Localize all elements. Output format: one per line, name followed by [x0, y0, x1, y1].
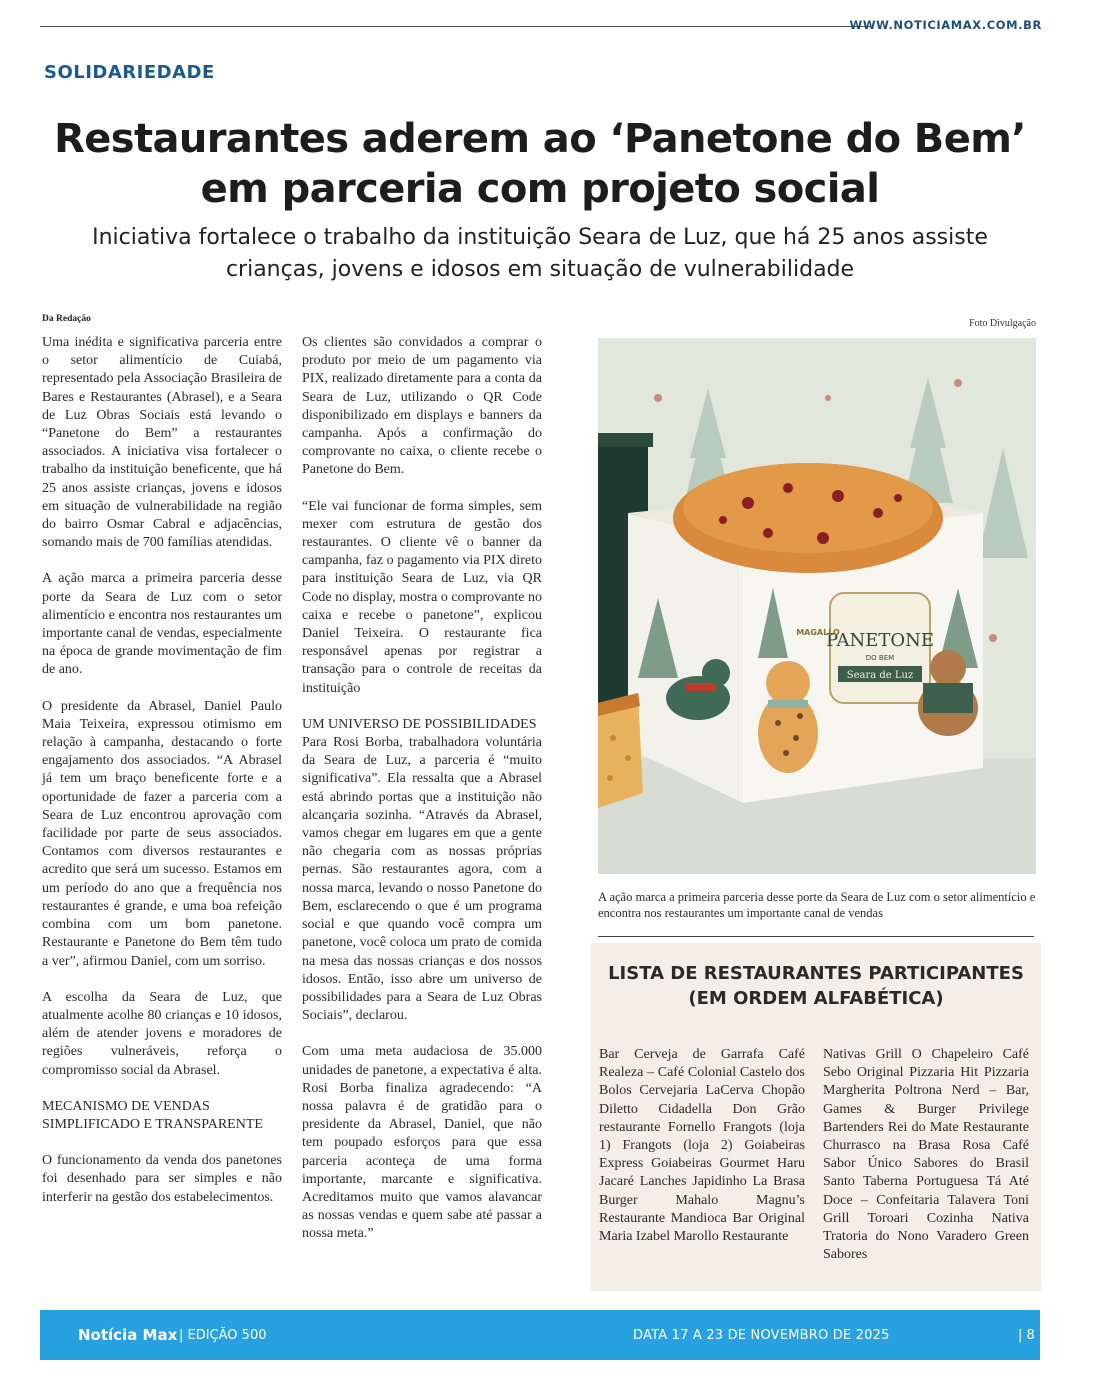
paragraph: Para Rosi Borba, trabalhadora voluntária da Seara de Luz, a parceria é “muito significativa”. Ela ressalta que a Abrasel está abrindo portas que a instituição não alcançaria sozinha. “Através da Abrasel, vamos chegar em lugares em que a gente não chegaria com as nossas próprias pernas. São restaurantes agora, com a nossa marca, levando o nosso Panetone do Bem, esclarecendo o que é um programa social e que quando você compra um panetone, você coloca um prato de comida na mesa das nossas crianças e dos nossos idosos. Então, isso abre um universo de possibilidades para a Seara de Luz Obras Sociais”, declarou. — [302, 735, 542, 1024]
footer-edition: | EDIÇÃO 500 — [179, 1328, 267, 1343]
site-url[interactable]: WWW.NOTICIAMAX.COM.BR — [849, 18, 1042, 32]
paragraph: “Ele vai funcionar de forma simples, sem mexer com estrutura de gestão dos restaurantes. O cliente vê o banner da campanha, faz o pagamento via PIX direto para instituição Seara de Luz, via QR Code no display, mostra o comprovante no caixa e recebe o panetone”, explicou Daniel Teixeira. O restaurante fica responsável apenas por registrar a transação para o controle de receitas da instituição — [302, 498, 542, 696]
paragraph: O presidente da Abrasel, Daniel Paulo Maia Teixeira, expressou otimismo em relação à campanha, destacando o forte engajamento dos associados. “A Abrasel já tem um braço beneficente forte e a oportunidade de fazer a parceria com a Seara de Luz encontrou aprovação com facilidade por parte de seus associados. Contamos com diversos restaurantes e acredito que será um sucesso. Estamos em um período do ano que a frequência nos restaurantes é grande, e uma boa refeição combina com um bom panetone. Restaurante e Panetone do Bem têm tudo a ver”, afirmou Daniel, com um sorriso. — [42, 698, 282, 969]
paragraph: Uma inédita e significativa parceria entre o setor alimentício de Cuiabá, representado pela Associação Brasileira de Bares e Restaurantes (Abrasel), e a Seara de Luz Obras Sociais está levando o “Panetone do Bem” a restaurantes associados. A iniciativa visa fortalecer o trabalho da instituição beneficente, que há 25 anos assiste crianças, jovens e idosos em situação de vulnerabilidade na região do bairro Osmar Cabral e adjacências, somando mais de 700 famílias atendidas. — [42, 335, 282, 551]
footer-page-number: | 8 — [1018, 1328, 1035, 1343]
subsection-heading: MECANISMO DE VENDAS SIMPLIFICADO E TRANSPARENTE — [42, 1098, 263, 1132]
headline-line-1: Restaurantes aderem ao ‘Panetone do Bem’ — [54, 116, 1026, 162]
section-tag: SOLIDARIEDADE — [44, 62, 215, 83]
paragraph: Os clientes são convidados a comprar o produto por meio de um pagamento via PIX, realizado diretamente para a conta da Seara de Luz, utilizando o QR Code disponibilizado em displays e banners da campanha. Após a confirmação do comprovante no caixa, o cliente recebe o Panetone do Bem. — [302, 335, 542, 478]
subhead-line-2: crianças, jovens e idosos em situação de vulnerabilidade — [225, 257, 855, 282]
restaurant-list-column-1: Bar Cerveja de Garrafa Café Realeza – Café Colonial Castelo dos Bolos Cervejaria LaCerva Chopão Diletto Cidadella Don Grão restaurante Fornello Frangots (loja 1) Frangots (loja 2) Goiabeiras Express Goiabeiras Gourmet Haru Jacaré Lanches Japidinho La Brasa Burger Mahalo Magnu’s Restaurante Mandioca Bar Original Maria Izabel Marollo Restaurante — [599, 1047, 805, 1245]
headline-line-2: em parceria com projeto social — [200, 166, 880, 212]
jaguar-illustration — [758, 661, 818, 773]
photo-credit: Foto Divulgação — [969, 318, 1036, 329]
footer-bar — [40, 1310, 1040, 1360]
headline — [40, 114, 1040, 214]
label-product-sub: DO BEM — [865, 654, 895, 662]
restaurant-list-box — [591, 943, 1041, 1291]
label-product: PANETONE — [826, 630, 934, 651]
list-title — [591, 961, 1041, 1011]
photo-caption: A ação marca a primeira parceria desse porte da Seara de Luz com o setor alimentício e encontra nos restaurantes um importante canal de vendas — [598, 890, 1036, 920]
caption-divider — [598, 936, 1034, 937]
footer-publication: Notícia Max — [78, 1326, 178, 1344]
paragraph: Com uma meta audaciosa de 35.000 unidades de panetone, a expectativa é alta. Rosi Borba finaliza agradecendo: “A nossa palavra é de gratidão para o presidente da Abrasel, Daniel, que não tem poupado esforços para que essa parceria aconteça de uma forma importante, marcante e significativa. Acreditamos muito que vamos alavancar as nossas vendas e quem sabe até passar a nossa meta.” — [302, 1044, 542, 1242]
top-rule — [40, 26, 870, 27]
list-title-line-1: LISTA DE RESTAURANTES PARTICIPANTES — [608, 963, 1024, 984]
paragraph: O funcionamento da venda dos panetones foi desenhado para ser simples e não interferir na gestão dos estabelecimentos. — [42, 1153, 282, 1205]
restaurant-list-column-2: Nativas Grill O Chapeleiro Café Sebo Original Pizzaria Hit Pizzaria Margherita Poltrona Nerd – Bar, Games & Burger Privilege Bartenders Rei do Mate Restaurante Churrasco na Brasa Rosa Café Sabor Único Sabores do Brasil Santo Taberna Portuguesa Tá Até Doce – Confeitaria Talavera Toni Grill Toroari Cozinha Nativa Tratoria do Nono Varadero Green Sabores — [823, 1047, 1029, 1263]
paragraph: A ação marca a primeira parceria desse porte da Seara de Luz com o setor alimentício e encontra nos restaurantes um importante canal de vendas, especialmente na época de grande movimentação de fim de ano. — [42, 571, 282, 678]
byline: Da Redação — [42, 314, 91, 324]
list-title-line-2: (EM ORDEM ALFABÉTICA) — [688, 988, 944, 1009]
article-column-1 — [42, 334, 282, 1225]
article-column-2 — [302, 334, 542, 1262]
subhead-line-1: Iniciativa fortalece o trabalho da instituição Seara de Luz, que há 25 anos assiste — [92, 225, 988, 250]
paragraph: A escolha da Seara de Luz, que atualmente acolhe 80 crianças e 10 idosos, além de atender jovens e moradores de regiões vulneráveis, reforça o compromisso social da Abrasel. — [42, 989, 282, 1078]
label-ribbon: Seara de Luz — [846, 670, 914, 681]
label-brand: MAGALLO — [796, 628, 840, 637]
subsection-heading: UM UNIVERSO DE POSSIBILIDADES — [302, 716, 537, 732]
panetone-photo — [598, 338, 1036, 874]
subheadline — [40, 222, 1040, 286]
footer-date: DATA 17 A 23 DE NOVEMBRO DE 2025 — [633, 1328, 890, 1343]
